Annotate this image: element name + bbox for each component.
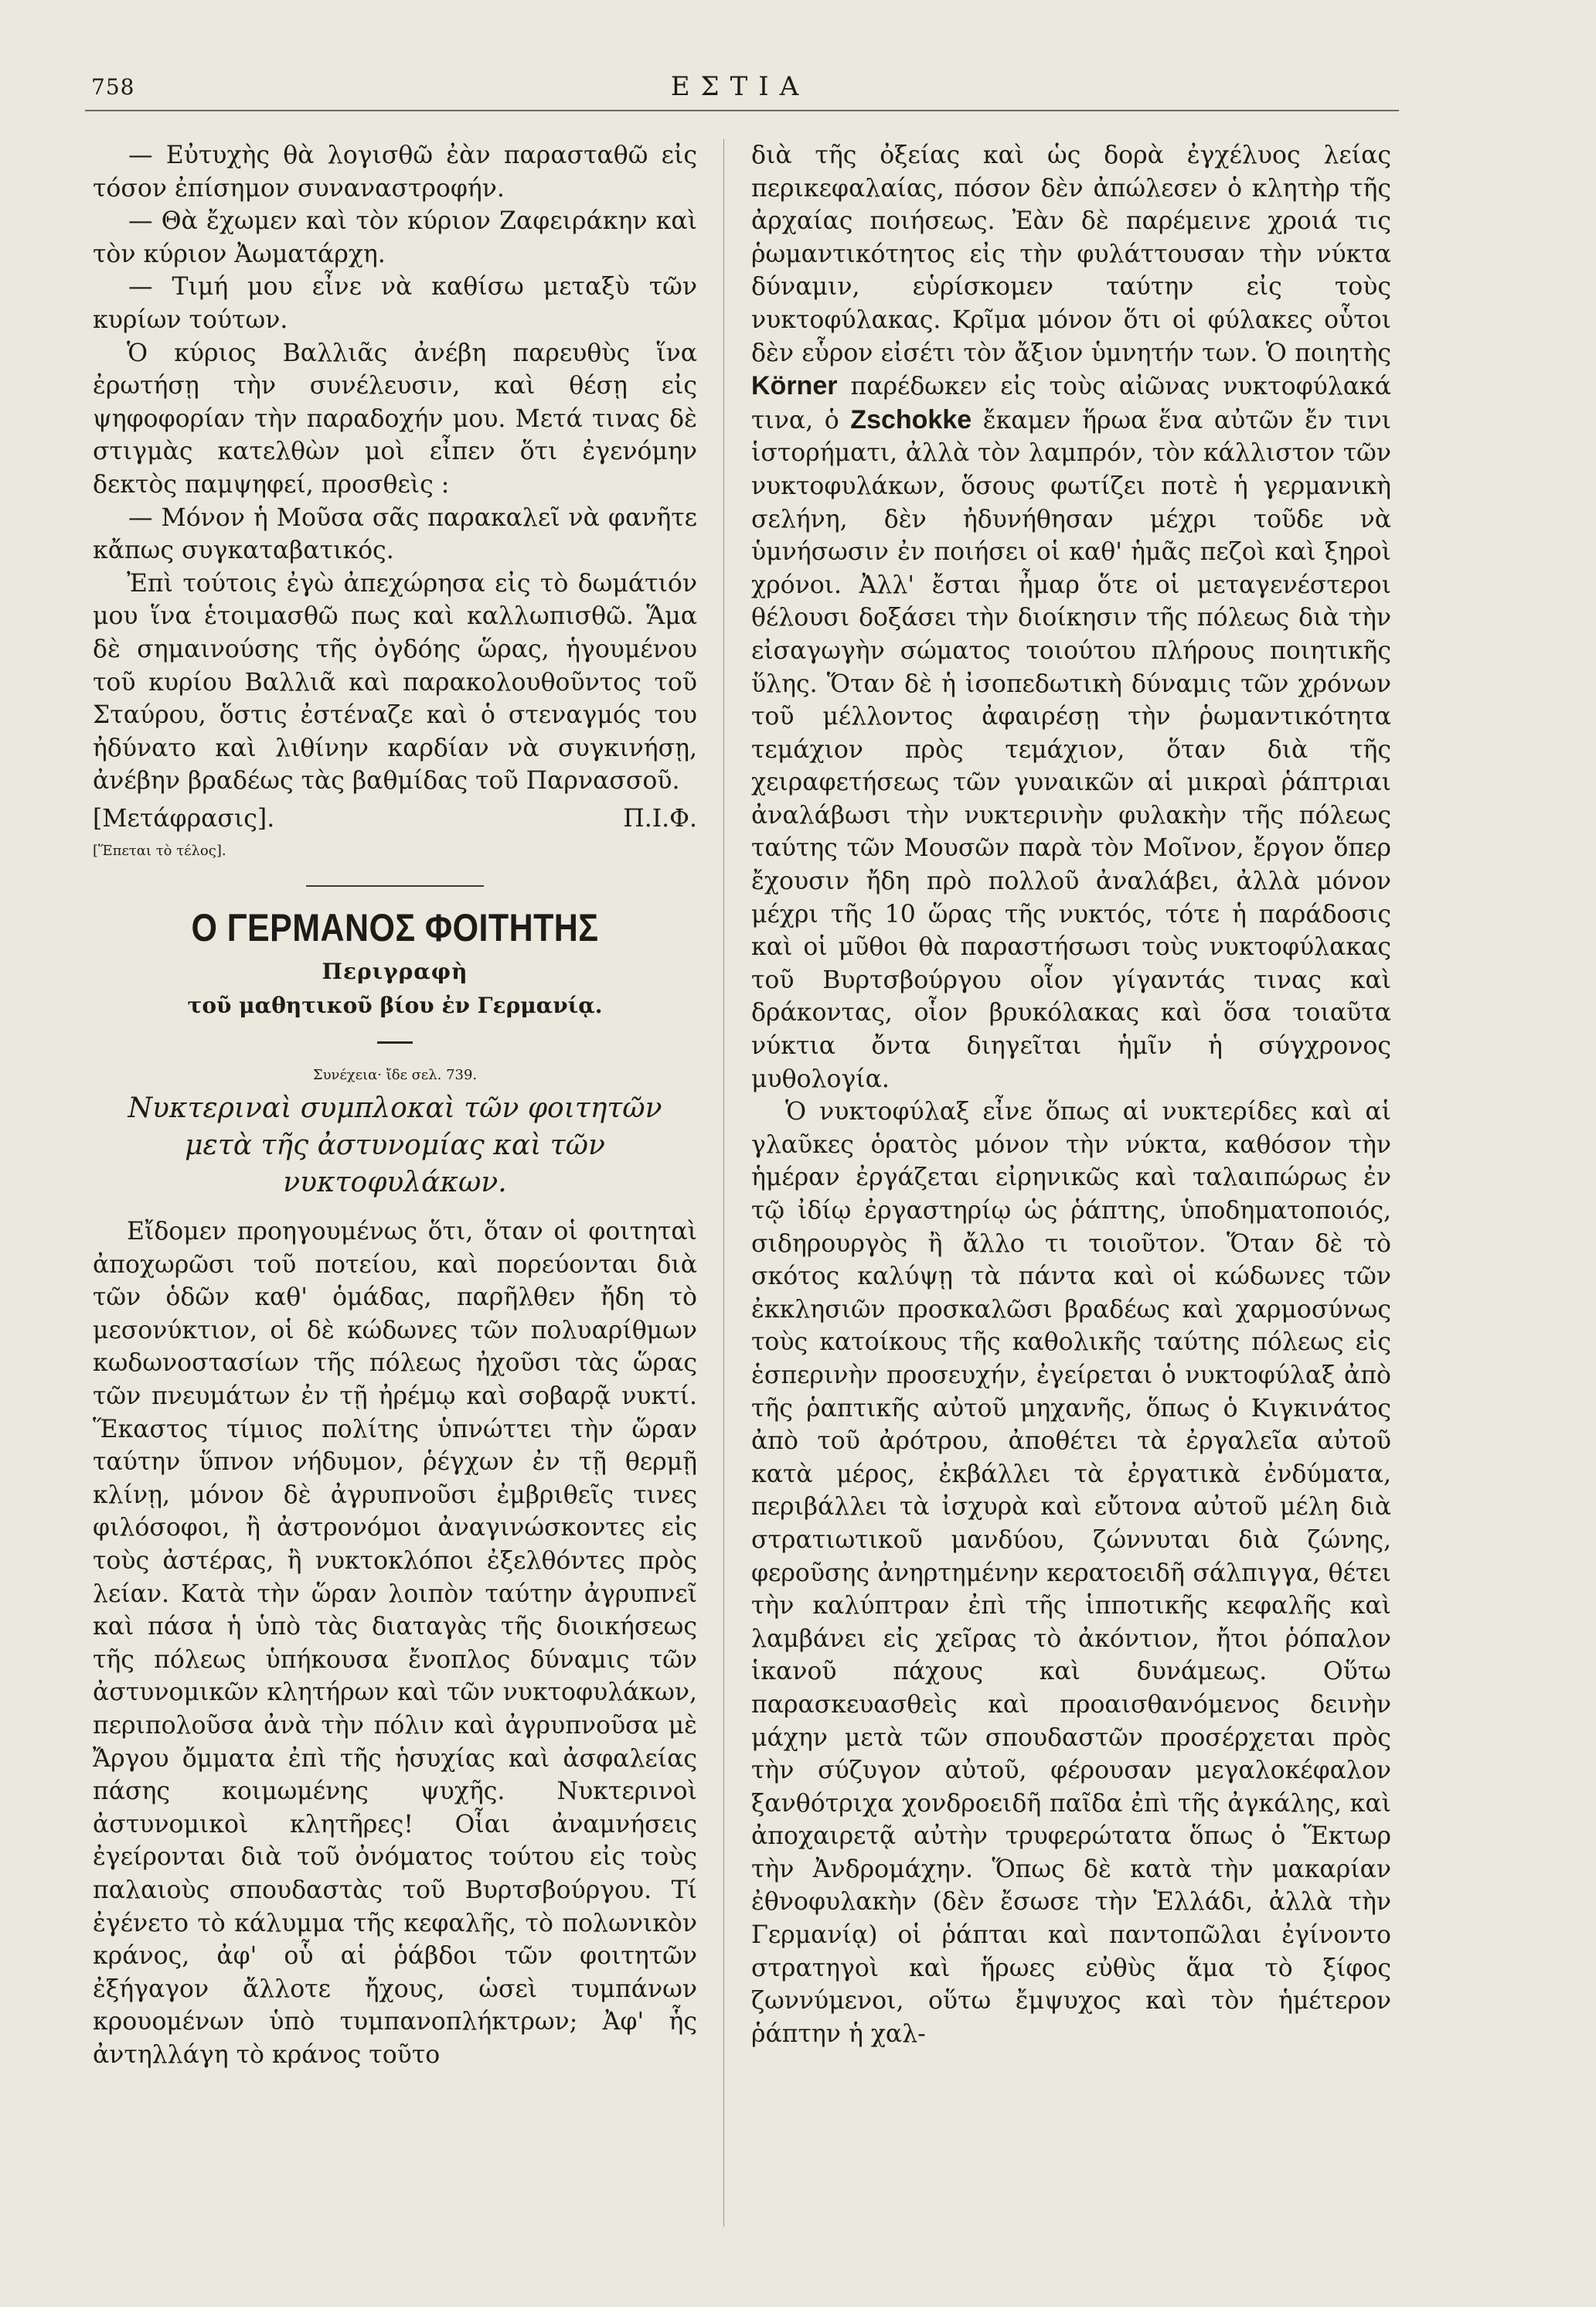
dialogue-line: — Εὐτυχὴς θὰ λογισθῶ ἐὰν παρασταθῶ εἰς τόσον ἐπίσημον συναναστροφήν. — [93, 141, 697, 203]
section-divider — [306, 885, 484, 887]
paragraph: Εἴδομεν προηγουμένως ὅτι, ὅταν οἱ φοιτηταὶ ἀποχωρῶσι τοῦ ποτείου, καὶ πορεύονται διὰ τῶν ὁδῶν καθ' ὁμάδας, παρῆλθεν ἤδη τὸ μεσονύκτιον, οἱ δὲ κώδωνες τῶν πολυαρίθμων κωδωνοστασίων τῆς πόλεως ἠχοῦσι τὰς ὥρας τῶν πνευμάτων ἐν τῇ ἠρέμῳ καὶ σοβαρᾷ νυκτί. Ἕκαστος τίμιος πολίτης ὑπνώττει τὴν ὥραν ταύτην ὕπνον νήδυμον, ῥέγχων ἐν τῇ θερμῇ κλίνῃ, μόνον δὲ ἀγρυπνοῦσι ἐμβριθεῖς τινες φιλόσοφοι, ἢ ἀστρονόμοι ἀναγινώσκοντες εἰς τοὺς ἀστέρας, ἢ νυκτοκλόποι ἐξελθόντες πρὸς λείαν. Κατὰ τὴν ὥραν λοιπὸν ταύτην ἀγρυπνεῖ καὶ πάσα ἡ ὑπὸ τὰς διαταγὰς τῆς διοικήσεως τῆς πόλεως ὑπήκουσα ἔνοπλος δύναμις τῶν ἀστυνομικῶν κλητήρων καὶ τῶν νυκτοφυλάκων, περιπολοῦσα ἀνὰ τὴν πόλιν καὶ ἀγρυπνοῦσα μὲ Ἄργου ὄμματα ἐπὶ τῆς ἡσυχίας καὶ ἀσφαλείας πάσης κοιμωμένης ψυχῆς. Νυκτερινοὶ ἀστυνομικοὶ κλητῆρες! Οἷαι ἀναμνήσεις ἐγείρονται διὰ τοῦ ὀνόματος τούτου εἰς τοὺς παλαιοὺς σπουδαστὰς τοῦ Βυρτσβούργου. Τί ἐγένετο τὸ κάλυμμα τῆς κεφαλῆς, τὸ πολωνικὸν κράνος, ἀφ' οὗ αἱ ῥάβδοι τῶν φοιτητῶν ἐξήγαγον ἄλλοτε ἤχους, ὡσεὶ τυμπάνων κρουομένων ὑπὸ τυμπανοπλήκτρων; Ἀφ' ἧς ἀντηλλάγη τὸ κράνος τοῦτο — [93, 1218, 697, 2069]
paragraph: Ὁ νυκτοφύλαξ εἶνε ὅπως αἱ νυκτερίδες καὶ αἱ γλαῦκες ὁρατὸς μόνον τὴν νύκτα, καθόσον τὴν ἡμέραν ἐργάζεται εἰρηνικῶς καὶ ταλαιπώρως ἐν τῷ ἰδίῳ ἐργαστηρίῳ ὡς ῥάπτης, ὑποδηματοποιός, σιδηρουργὸς ἢ ἄλλο τι τοιοῦτον. Ὅταν δὲ τὸ σκότος καλύψῃ τὰ πάντα καὶ οἱ κώδωνες τῶν ἐκκλησιῶν προσκαλῶσι βραδέως καὶ χαρμοσύνως τοὺς κατοίκους τῆς καθολικῆς ταύτης πόλεως εἰς ἑσπερινὴν προσευχήν, ἐγείρεται ὁ νυκτοφύλαξ ἀπὸ τῆς ῥαπτικῆς αὐτοῦ μηχανῆς, ὅπως ὁ Κιγκινάτος ἀπὸ τοῦ ἀρότρου, ἀποθέτει τὰ ἐργαλεῖα αὐτοῦ κατὰ μέρος, ἐκβάλλει τὰ ἐργατικὰ ἐνδύματα, περιβάλλει τὰ ἰσχυρὰ καὶ εὔτονα αὐτοῦ μέλη διὰ στρατιωτικοῦ μανδύου, ζώννυται διὰ ζώνης, φεροῦσης ἀνηρτημένην κερατοειδῆ σάλπιγγα, θέτει τὴν καλύπτραν ἐπὶ τῆς ἱπποτικῆς κεφαλῆς καὶ λαμβάνει εἰς χεῖρας τὸ ἀκόντιον, ἤτοι ῥόπαλον ἱκανοῦ πάχους καὶ δυνάμεως. Οὕτω παρασκευασθεὶς καὶ προαισθανόμενος δεινὴν μάχην μετὰ τῶν σπουδαστῶν προσέρχεται πρὸς τὴν σύζυγον αὐτοῦ, φέρουσαν μεγαλοκέφαλον ξανθότριχα χονδροειδῆ παῖδα ἐπὶ τῆς ἀγκάλης, καὶ ἀποχαιρετᾷ αὐτὴν τρυφερώτατα ὅπως ὁ Ἕκτωρ τὴν Ἀνδρομάχην. Ὅπως δὲ κατὰ τὴν μακαρίαν ἐθνοφυλακὴν (δὲν ἔσωσε τὴν Ἑλλάδι, ἀλλὰ τὴν Γερμανίᾳ) οἱ ῥάπται καὶ παντοπῶλαι ἐγίνοντο στρατηγοὶ καὶ ἥρωες εὐθὺς ἅμα τὸ ξίφος ζωννύμενοι, οὕτω ἔμψυχος καὶ τὸν ἡμέτερον ῥάπτην ἡ χαλ- — [751, 1098, 1391, 2048]
journal-title: ΕΣΤΙΑ — [670, 71, 810, 102]
continuation-note: Συνέχεια· ἴδε σελ. 739. — [312, 1067, 478, 1084]
dialogue-line: — Τιμή μου εἶνε νὰ καθίσω μεταξὺ τῶν κυρίων τούτων. — [93, 273, 697, 334]
paragraph — [751, 139, 1391, 1096]
translation-note: [Μετάφρασις]. — [93, 804, 275, 833]
left-column — [93, 139, 697, 2072]
name-korner: Körner — [751, 371, 838, 401]
article-subtitle: Περιγραφὴ — [322, 959, 468, 985]
column-divider — [723, 139, 724, 2227]
right-column — [751, 139, 1391, 2050]
short-divider — [377, 1041, 413, 1044]
paragraph: Ἐπὶ τούτοις ἐγὼ ἀπεχώρησα εἰς τὸ δωμάτιόν μου ἵνα ἑτοιμασθῶ πως καὶ καλλωπισθῶ. Ἅμα δὲ σημαινούσης τῆς ὀγδόης ὥρας, ἡγουμένου τοῦ κυρίου Βαλλιᾶ καὶ παρακολουθοῦντος τοῦ Σταύρου, ὅστις ἐστέναζε καὶ ὁ στεναγμός του ἠδύνατο καὶ λιθίνην καρδίαν νὰ συγκινήσῃ, ἀνέβην βραδέως τὰς βαθμίδας τοῦ Παρνασσοῦ. — [93, 569, 697, 796]
article-title: Ο ΓΕΡΜΑΝΟΣ ΦΟΙΤΗΤΗΣ — [191, 906, 599, 950]
paragraph-text: διὰ τῆς ὀξείας καὶ ὡς δορὰ ἐγχέλυος λείας περικεφαλαίας, πόσον δὲν ἀπώλεσεν ὁ κλητὴρ τῆς ἀρχαίας ποιήσεως. Ἐὰν δὲ παρέμεινε χροιά τις ῥωμαντικότητος εἰς τὴν φυλάττουσαν τὴν νύκτα δύναμιν, εὑρίσκομεν ταύτην εἰς τοὺς νυκτοφύλακας. Κρῖμα μόνον ὅτι οἱ φύλακες οὗτοι δὲν εὗρον εἰσέτι τὸν ἄξιον ὑμνητήν των. Ὁ ποιητὴς — [751, 141, 1391, 367]
paragraph: Ὁ κύριος Βαλλιᾶς ἀνέβη παρευθὺς ἵνα ἐρωτήσῃ τὴν συνέλευσιν, καὶ θέσῃ εἰς ψηφοφορίαν τὴν παραδοχήν μου. Μετά τινας δὲ στιγμὰς κατελθὼν μοὶ εἶπεν ὅτι ἐγενόμην δεκτὸς παμψηφεί, προσθεὶς : — [93, 339, 697, 499]
continued-note: [Ἕπεται τὸ τέλος]. — [93, 843, 226, 860]
article-subtitle-2: τοῦ μαθητικοῦ βίου ἐν Γερμανίᾳ. — [187, 993, 603, 1019]
section-heading: Νυκτεριναὶ συμπλοκαὶ τῶν φοιτητῶν μετὰ τῆς ἀστυνομίας καὶ τῶν νυκτοφυλάκων. — [128, 1092, 662, 1199]
author-initials: Π.Ι.Φ. — [623, 804, 697, 833]
header-rule — [85, 110, 1399, 111]
page-header — [85, 68, 1395, 107]
name-zschokke: Zschokke — [850, 404, 972, 434]
dialogue-line: — Θὰ ἔχωμεν καὶ τὸν κύριον Ζαφειράκην καὶ τὸν κύριον Ἀωματάρχη. — [93, 207, 697, 268]
paragraph-text: παρέδωκεν εἰς τοὺς αἰῶνας νυκτοφύλακά τινα, ὁ — [751, 373, 1391, 434]
paragraph-text: ἔκαμεν ἥρωα ἕνα αὐτῶν ἔν τινι ἱστορήματι, ἀλλὰ τὸν λαμπρόν, τὸν κάλλιστον τῶν νυκτοφυλάκων, ὅσους φωτίζει ποτὲ ἡ γερμανικὴ σελήνη, δὲν ἠδυνήθησαν μέχρι τοῦδε νὰ ὑμνήσωσιν ἐν ποιήσει οἱ καθ' ἡμᾶς πεζοὶ καὶ ξηροὶ χρόνοι. Ἀλλ' ἔσται ἦμαρ ὅτε οἱ μεταγενέστεροι θέλουσι δοξάσει τὴν διοίκησιν τῆς πόλεως διὰ τὴν εἰσαγωγὴν σώματος τοιούτου πλήρους ποιητικῆς ὕλης. Ὅταν δὲ ἡ ἰσοπεδωτικὴ δύναμις τῶν χρόνων τοῦ μέλλοντος ἀφαιρέσῃ τὴν ῥωμαντικότητα τεμάχιον πρὸς τεμάχιον, ὅταν διὰ τῆς χειραφετήσεως τῶν γυναικῶν αἱ μικραὶ ῥάπτριαι ἀναλάβωσι τὴν νυκτερινὴν φυλακὴν τῆς πόλεως ταύτης τῶν Μουσῶν παρὰ τὸν Μοῖνον, ἔργον ὅπερ ἔχουσιν ἤδη πρὸ πολλοῦ ἀναλάβει, ἀλλὰ μόνον μέχρι τῆς 10 ὥρας τῆς νυκτός, τότε ἡ παράδοσις καὶ οἱ μῦθοι θὰ παραστήσωσι τοὺς νυκτοφύλακας τοῦ Βυρτσβούργου οἷον γίγαντάς τινας καὶ δράκοντας, οἷον βρυκόλακας καὶ ὅσα τοιαῦτα νύκτια ὄντα διηγεῖται ἡμῖν ἡ σύγχρονος μυθολογία. — [751, 406, 1391, 1093]
signature-line — [93, 803, 697, 836]
dialogue-line: — Μόνον ἡ Μοῦσα σᾶς παρακαλεῖ νὰ φανῆτε κἄπως συγκαταβατικός. — [93, 503, 697, 565]
page-number: 758 — [91, 74, 135, 100]
